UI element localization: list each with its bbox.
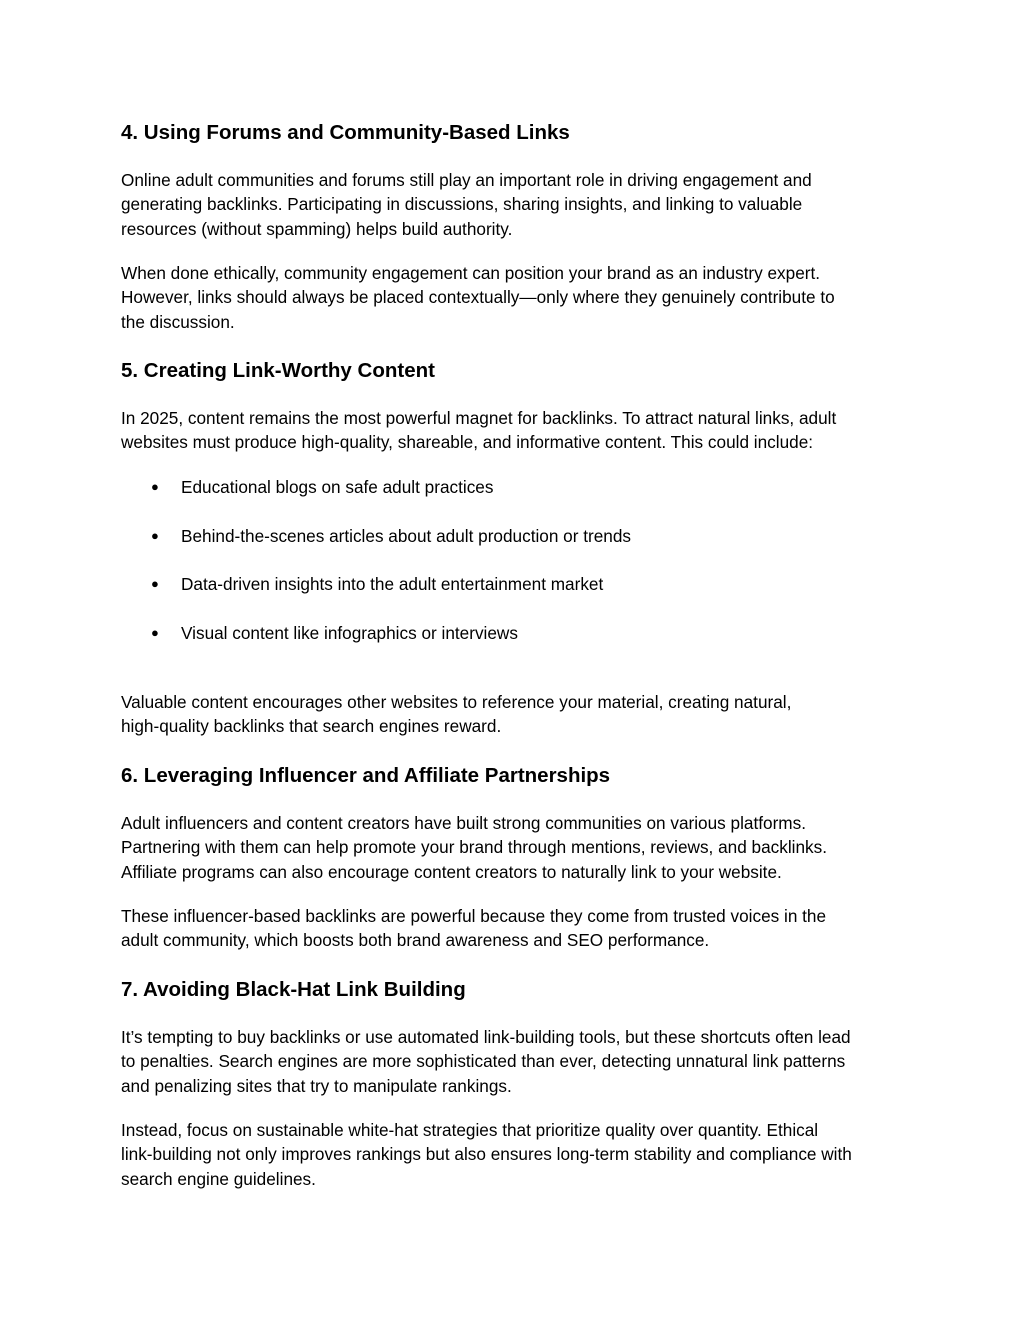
paragraph [121, 168, 911, 241]
text-line: Valuable content encourages other websites to reference your material, creating natural, [121, 692, 792, 712]
text-line: generating backlinks. Participating in discussions, sharing insights, and linking to valuable [121, 194, 803, 215]
text-line: It’s tempting to buy backlinks or use automated link-building tools, but these shortcuts often lead [121, 1027, 851, 1047]
text-line: Affiliate programs can also encourage content creators to naturally link to your website. [121, 861, 782, 882]
list-item-text: Data-driven insights into the adult entertainment market [181, 574, 604, 595]
list-item-text: Educational blogs on safe adult practices [181, 477, 494, 497]
bullet-icon: ● [151, 527, 159, 543]
text-line: websites must produce high-quality, shareable, and informative content. This could include: [121, 432, 814, 453]
text-line: adult community, which boosts both brand awareness and SEO performance. [121, 930, 710, 951]
paragraph [121, 406, 911, 455]
paragraph [121, 1025, 911, 1098]
list-item [121, 621, 881, 670]
text-line: In 2025, content remains the most powerful magnet for backlinks. To attract natural links, adult [121, 408, 837, 428]
list-item [121, 524, 881, 573]
text-line: and penalizing sites that try to manipulate rankings. [121, 1075, 512, 1096]
text-line: Instead, focus on sustainable white-hat strategies that prioritize quality over quantity. Ethical [121, 1120, 819, 1140]
text-line: Adult influencers and content creators have built strong communities on various platforms. [121, 813, 806, 833]
text-line: search engine guidelines. [121, 1168, 316, 1189]
text-line: resources (without spamming) helps build authority. [121, 218, 513, 239]
text-line: These influencer-based backlinks are powerful because they come from trusted voices in the [121, 906, 827, 926]
section-heading: 4. Using Forums and Community-Based Links [121, 121, 570, 144]
list-item-text: Visual content like infographics or interviews [181, 622, 518, 643]
section-heading: 7. Avoiding Black-Hat Link Building [121, 978, 466, 1001]
paragraph [121, 811, 911, 884]
text-line: the discussion. [121, 311, 235, 332]
text-line: Online adult communities and forums still play an important role in driving engagement and [121, 170, 812, 190]
text-line: However, links should always be placed contextually—only where they genuinely contribute to [121, 287, 835, 308]
bullet-icon: ● [151, 479, 159, 494]
text-line: When done ethically, community engagement can position your brand as an industry expert. [121, 263, 821, 283]
text-line: link-building not only improves rankings but also ensures long-term stability and compliance with [121, 1144, 852, 1165]
text-line: Partnering with them can help promote your brand through mentions, reviews, and backlinks. [121, 837, 828, 858]
list-item [121, 475, 881, 524]
paragraph [121, 690, 911, 739]
text-line: high-quality backlinks that search engines reward. [121, 716, 502, 737]
paragraph [121, 904, 911, 953]
bullet-icon: ● [151, 624, 159, 640]
list-item-text: Behind-the-scenes articles about adult production or trends [181, 525, 632, 546]
bullet-icon: ● [151, 576, 159, 592]
text-line: to penalties. Search engines are more sophisticated than ever, detecting unnatural link patterns [121, 1051, 846, 1072]
paragraph [121, 261, 911, 334]
section-heading: 6. Leveraging Influencer and Affiliate Partnerships [121, 764, 611, 787]
list-item [121, 572, 881, 621]
bullet-list [121, 475, 881, 669]
paragraph [121, 1118, 911, 1191]
section-heading: 5. Creating Link-Worthy Content [121, 359, 435, 382]
